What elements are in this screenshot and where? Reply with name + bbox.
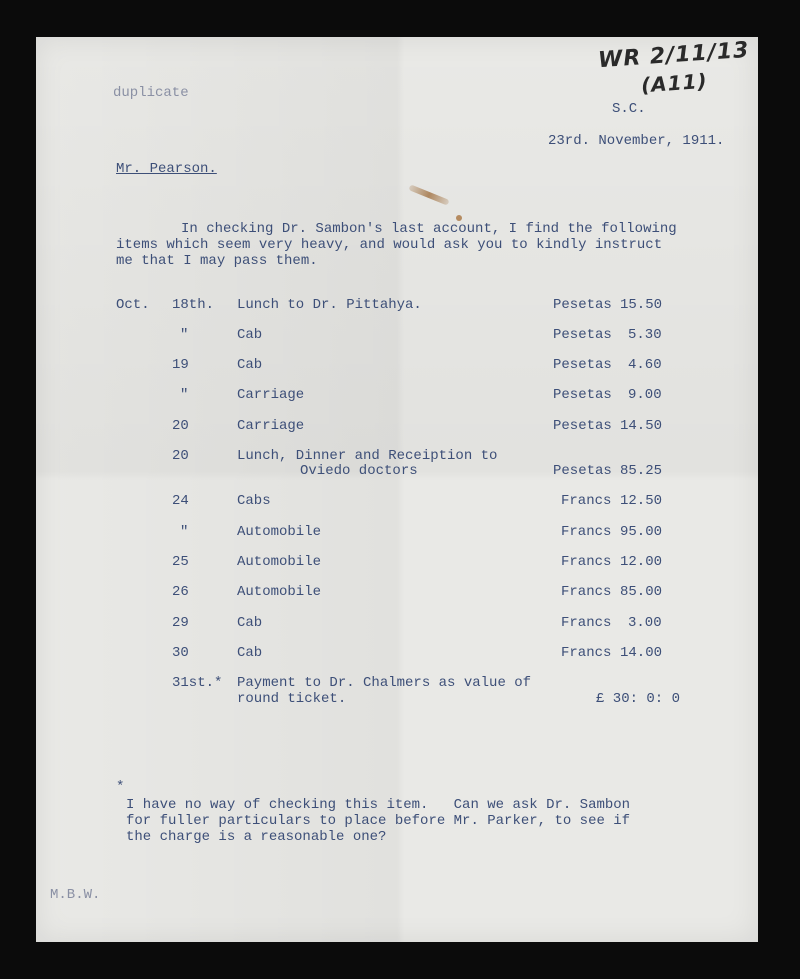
item-desc-continued: round ticket. [237, 691, 347, 707]
item-day: 20 [172, 448, 189, 464]
item-currency: Francs [561, 645, 612, 661]
initials: M.B.W. [50, 887, 101, 903]
item-day: 29 [172, 615, 189, 631]
item-day: " [180, 524, 189, 540]
item-currency: Pesetas [553, 387, 612, 403]
footnote-marker: * [116, 779, 125, 795]
item-currency: Pesetas [553, 357, 612, 373]
item-currency: Pesetas [553, 327, 612, 343]
item-amount: 85.25 [620, 463, 663, 479]
item-day: 20 [172, 418, 189, 434]
item-day: 26 [172, 584, 189, 600]
item-desc: Lunch, Dinner and Receiption to [237, 448, 498, 464]
item-desc-continued: Oviedo doctors [300, 463, 418, 479]
body-line-3: me that I may pass them. [116, 253, 318, 269]
item-day: " [180, 387, 189, 403]
item-amount: 15.50 [620, 297, 663, 313]
duplicate-mark: duplicate [113, 85, 189, 101]
body-line-2: items which seem very heavy, and would ask you to kindly instruct [116, 237, 663, 253]
item-desc: Payment to Dr. Chalmers as value of [237, 675, 532, 691]
item-currency: Francs [561, 615, 612, 631]
item-day: 24 [172, 493, 189, 509]
item-desc: Carriage [237, 387, 305, 403]
item-day: 25 [172, 554, 189, 570]
letter-page [36, 37, 758, 942]
addressee: Mr. Pearson. [116, 161, 217, 177]
item-amount: 12.50 [620, 493, 663, 509]
letter-date: 23rd. November, 1911. [548, 133, 725, 149]
item-day: 19 [172, 357, 189, 373]
footnote-line-1: I have no way of checking this item. Can we ask Dr. Sambon [126, 797, 631, 813]
item-day: 31st.* [172, 675, 223, 691]
item-currency: Pesetas [553, 418, 612, 434]
body-line-1: In checking Dr. Sambon's last account, I find the following [181, 221, 677, 237]
item-currency: Francs [561, 584, 612, 600]
item-amount: 4.60 [628, 357, 662, 373]
footnote-line-3: the charge is a reasonable one? [126, 829, 387, 845]
item-desc: Lunch to Dr. Pittahya. [237, 297, 422, 313]
item-desc: Automobile [237, 554, 322, 570]
item-amount: £ 30: 0: 0 [596, 691, 681, 707]
handwritten-annotation-code: (A11) [640, 68, 709, 98]
item-desc: Cab [237, 327, 263, 343]
item-currency: Francs [561, 554, 612, 570]
item-amount: 85.00 [620, 584, 663, 600]
item-currency: Pesetas [553, 463, 612, 479]
item-currency: Pesetas [553, 297, 612, 313]
item-desc: Automobile [237, 524, 322, 540]
stain-mark [408, 184, 449, 205]
item-day: " [180, 327, 189, 343]
reference-code: S.C. [612, 101, 646, 117]
item-day: 18th. [172, 297, 215, 313]
item-desc: Cab [237, 615, 263, 631]
item-month: Oct. [116, 297, 150, 313]
item-currency: Francs [561, 493, 612, 509]
item-desc: Carriage [237, 418, 305, 434]
item-desc: Cabs [237, 493, 271, 509]
item-amount: 95.00 [620, 524, 663, 540]
item-amount: 3.00 [628, 615, 662, 631]
item-currency: Francs [561, 524, 612, 540]
item-day: 30 [172, 645, 189, 661]
item-desc: Cab [237, 645, 263, 661]
handwritten-annotation-ref: WR 2/11/13 [597, 37, 751, 74]
item-amount: 12.00 [620, 554, 663, 570]
item-desc: Automobile [237, 584, 322, 600]
item-amount: 5.30 [628, 327, 662, 343]
item-amount: 14.50 [620, 418, 663, 434]
footnote-line-2: for fuller particulars to place before Mr. Parker, to see if [126, 813, 631, 829]
item-amount: 9.00 [628, 387, 662, 403]
item-desc: Cab [237, 357, 263, 373]
item-amount: 14.00 [620, 645, 663, 661]
